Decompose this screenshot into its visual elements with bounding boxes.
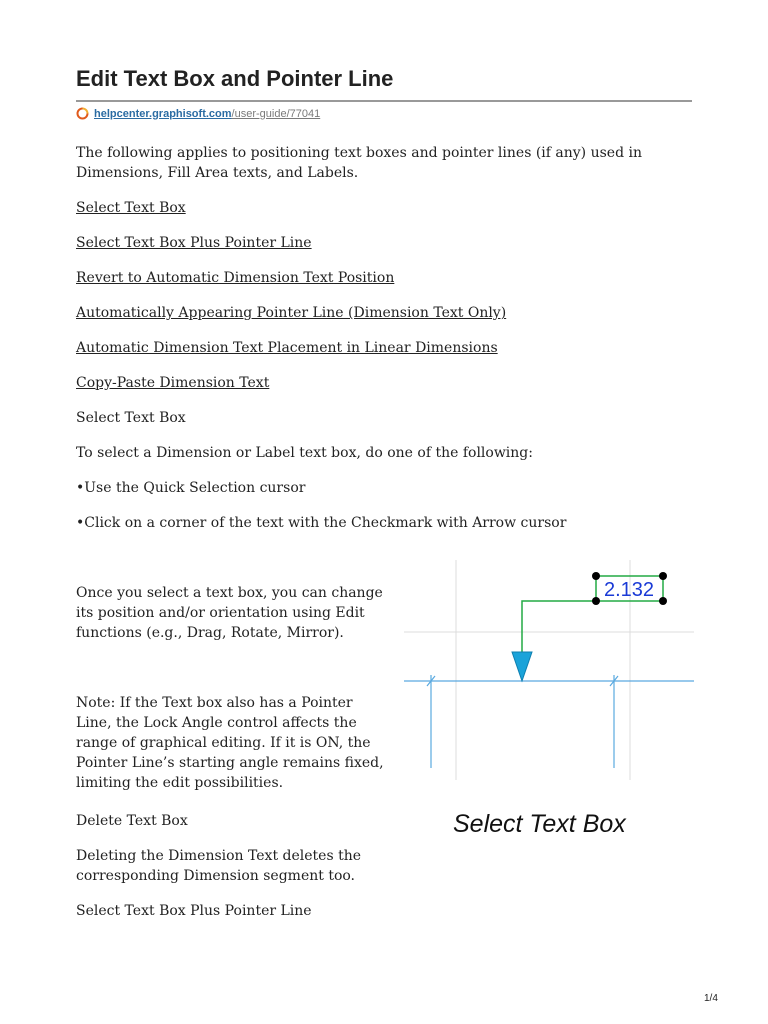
section-heading-select-text-box: Select Text Box: [76, 410, 186, 426]
source-link[interactable]: [76, 107, 320, 120]
link-automatic-pointer-line[interactable]: Automatically Appearing Pointer Line (Dimension Text Only): [76, 305, 507, 321]
pointer-line: [522, 601, 596, 660]
bullet-checkmark-cursor: •Click on a corner of the text with the Checkmark with Arrow cursor: [76, 515, 567, 531]
loading-icon: [76, 107, 89, 120]
page-number: 1/4: [704, 993, 718, 1004]
section-heading-select-text-box-plus-pointer: Select Text Box Plus Pointer Line: [76, 903, 312, 919]
selection-handle[interactable]: [659, 597, 667, 605]
page-title: Edit Text Box and Pointer Line: [76, 66, 394, 91]
lock-angle-note: Note: If the Text box also has a Pointer Line, the Lock Angle control affects the range of graphical editing. If it is ON, the Pointer Line’s starting angle remains fixed, limiting the edit possibilities.: [76, 695, 384, 791]
link-copy-paste-dimension-text[interactable]: Copy-Paste Dimension Text: [76, 375, 270, 391]
bullet-quick-selection: •Use the Quick Selection cursor: [76, 480, 306, 496]
link-select-text-box[interactable]: Select Text Box: [76, 200, 186, 216]
selection-handle[interactable]: [659, 572, 667, 580]
link-select-text-box-plus-pointer[interactable]: Select Text Box Plus Pointer Line: [76, 235, 312, 251]
link-automatic-text-placement[interactable]: Automatic Dimension Text Placement in Linear Dimensions: [76, 340, 498, 356]
edit-functions-paragraph: Once you select a text box, you can change its position and/or orientation using Edit functions (e.g., Drag, Rotate, Mirror).: [76, 585, 383, 641]
selection-handle[interactable]: [592, 572, 600, 580]
delete-paragraph: Deleting the Dimension Text deletes the corresponding Dimension segment too.: [76, 848, 362, 884]
dimension-figure: [404, 560, 694, 790]
source-domain[interactable]: helpcenter.graphisoft.com: [94, 107, 232, 120]
section-heading-delete-text-box: Delete Text Box: [76, 813, 188, 829]
title-divider: [76, 100, 692, 102]
selection-handle[interactable]: [592, 597, 600, 605]
link-revert-automatic-position[interactable]: Revert to Automatic Dimension Text Position: [76, 270, 395, 286]
dimension-value: 2.132: [603, 579, 655, 601]
pointer-arrow-icon: [512, 652, 532, 681]
source-path[interactable]: /user-guide/77041: [231, 107, 321, 120]
figure-caption: Select Text Box: [453, 810, 626, 838]
intro-paragraph: The following applies to positioning text boxes and pointer lines (if any) used in Dimensions, Fill Area texts, and Labels.: [76, 145, 642, 181]
select-lead-text: To select a Dimension or Label text box, do one of the following:: [76, 445, 533, 461]
